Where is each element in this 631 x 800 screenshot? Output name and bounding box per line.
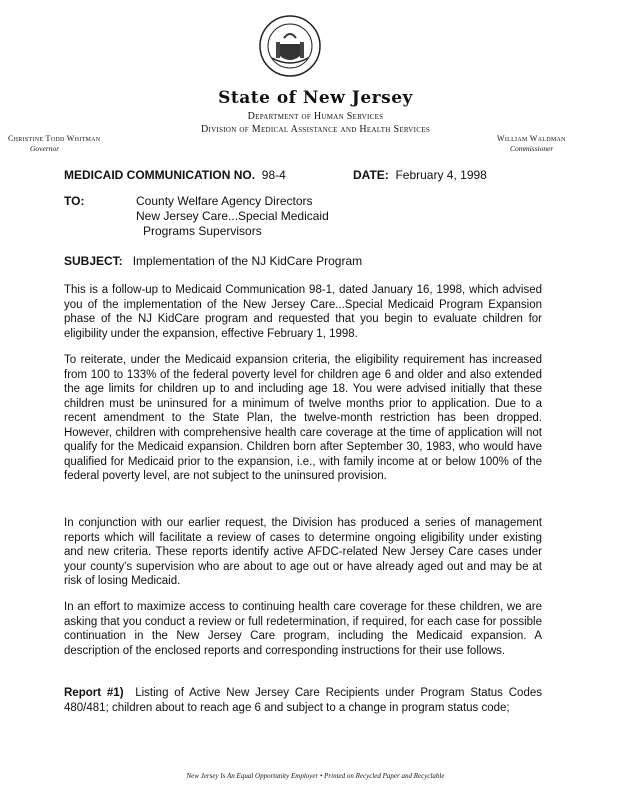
paragraph-1: This is a follow-up to Medicaid Communication 98-1, dated January 16, 1998, which advised you of the implementation of the New Jersey Care...Special Medicaid Program Expansion phase of the NJ KidCare program and requested that you begin to evaluate children for eligibility under the expansion, effective February 1, 1998. <box>64 284 542 340</box>
communication-value: 98-4 <box>261 168 286 182</box>
communication-number <box>64 168 286 182</box>
to-recipient-2: New Jersey Care...Special Medicaid <box>136 209 329 223</box>
subject-value: Implementation of the NJ KidCare Program <box>132 254 363 268</box>
to-recipient-1: County Welfare Agency Directors <box>136 194 313 208</box>
commissioner-title: Commissioner <box>510 144 554 153</box>
governor-title: Governor <box>30 144 60 153</box>
commissioner-name: William Waldman <box>497 134 566 143</box>
subject-line <box>64 254 362 268</box>
footer-text: New Jersey Is An Equal Opportunity Employer • Printed on Recycled Paper and Recyclable <box>186 772 445 780</box>
report-1-text: Listing of Active New Jersey Care Recipients under Program Status Codes 480/481; children about to reach age 6 and subject to a change in program status code; <box>64 687 542 714</box>
date-line <box>353 168 487 182</box>
paragraph-4: In an effort to maximize access to continuing health care coverage for these children, we are asking that you conduct a review or full redetermination, if required, for each case for possible continuation in the New Jersey Care program, including the Medicaid expansion. A description of the enclosed reports and corresponding instructions for their use follows. <box>64 601 542 657</box>
governor-name: Christine Todd Whitman <box>8 134 101 143</box>
state-title: State of New Jersey <box>218 88 413 108</box>
paragraph-2: To reiterate, under the Medicaid expansion criteria, the eligibility requirement has increased from 100 to 133% of the federal poverty level for children age 6 and older and also extended the age limits for children up to and including age 18. You were advised initially that these children must be uninsured for a minimum of twelve months prior to application. Due to a recent amendment to the State Plan, the twelve-month restriction has been dropped. However, children with comprehensive health care coverage at the time of application will not qualify for the Medicaid expansion. Children born after September 30, 1983, who would have qualified for Medicaid prior to the expansion, i.e., with family income at or below 100% of the federal poverty level, are not subject to the uninsured provision. <box>64 354 542 482</box>
report-1-label: Report #1) <box>64 687 124 699</box>
date-label: DATE: <box>353 168 389 182</box>
date-value: February 4, 1998 <box>395 168 487 182</box>
paragraph-3: In conjunction with our earlier request, the Division has produced a series of management reports which will facilitate a review of cases to determine ongoing eligibility under existing and new criteria. These reports identify active AFDC-related New Jersey Care cases under your county's supervision who are about to age out or have already aged out and may be at risk of losing Medicaid. <box>64 517 542 587</box>
state-seal-icon <box>258 14 322 78</box>
division-name: Division of Medical Assistance and Health Services <box>200 124 431 135</box>
subject-label: SUBJECT: <box>64 254 123 268</box>
communication-label: MEDICAID COMMUNICATION NO. <box>64 168 256 182</box>
to-recipient-3: Programs Supervisors <box>143 224 262 238</box>
department-name: Department of Human Services <box>247 111 384 122</box>
paragraph-5 <box>64 686 542 715</box>
to-label: TO: <box>64 194 85 208</box>
